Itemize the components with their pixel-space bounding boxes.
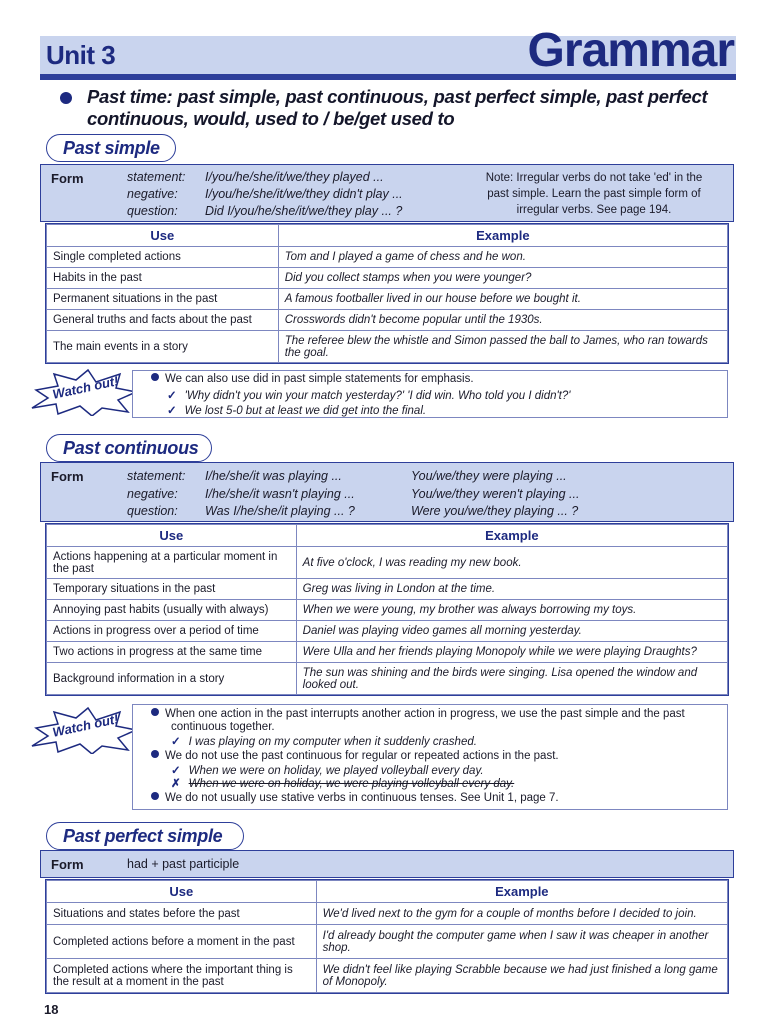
watch-note: We do not usually use stative verbs in continuous tenses. See Unit 1, page 7. [151, 792, 559, 804]
table-row: Situations and states before the past We'd lived next to the gym for a couple of months before I decided to join. [47, 903, 728, 925]
topic-heading: Past time: past simple, past continuous, past perfect simple, past perfect continuous, would, used to / be/get used to [87, 86, 708, 129]
bullet-icon [60, 92, 72, 104]
table-row: Single completed actions Tom and I played a game of chess and he won. [47, 247, 728, 268]
table-row: Actions happening at a particular moment in the past At five o'clock, I was reading my new book. [47, 547, 728, 579]
past-continuous-table [46, 524, 728, 695]
past-perfect-table [46, 880, 728, 993]
watch-example: ✓ We lost 5-0 but at least we did get into the final. [167, 405, 427, 417]
form-negative: negative: I/you/he/she/it/we/they didn't play ... [127, 187, 403, 201]
table-row: Temporary situations in the past Greg was living in London at the time. [47, 579, 728, 600]
form-statement: statement: I/you/he/she/it/we/they played ... [127, 170, 384, 184]
unit-label: Unit 3 [46, 40, 116, 70]
page-number: 18 [44, 1002, 59, 1017]
use-header: Use [47, 225, 279, 247]
table-row: General truths and facts about the past Crosswords didn't become popular until the 1930s. [47, 310, 728, 331]
table-row: Habits in the past Did you collect stamps when you were younger? [47, 268, 728, 289]
watch-wrong-example: ✗ When we were on holiday, we were playing volleyball every day. [171, 778, 515, 790]
form-negative: negative: I/he/she/it wasn't playing ... [127, 487, 355, 501]
form-statement: statement: I/he/she/it was playing ... [127, 469, 342, 483]
watch-example: ✓ I was playing on my computer when it suddenly crashed. [171, 736, 477, 748]
table-row: Completed actions where the important thing is the result at a moment in the past We didn't feel like playing Scrabble because we had just finished a long game of Monopoly. [47, 959, 728, 993]
table-row: Background information in a story The sun was shining and the birds were singing. Lisa opened the window and looked out. [47, 663, 728, 695]
watch-note: We can also use did in past simple statements for emphasis. [151, 373, 474, 385]
use-header: Use [47, 881, 317, 903]
watch-out-box-past-simple [132, 370, 728, 418]
watch-note-cont: continuous together. [171, 721, 275, 733]
watch-example: ✓ 'Why didn't you win your match yesterday?' 'I did win. Who told you I didn't?' [167, 390, 571, 402]
form-label: Form [51, 171, 84, 186]
section-title-past-continuous: Past continuous [46, 434, 212, 462]
table-row: Two actions in progress at the same time Were Ulla and her friends playing Monopoly while we were playing Draughts? [47, 642, 728, 663]
watch-note: When one action in the past interrupts another action in progress, we use the past simple and the past [151, 708, 685, 720]
form-question: question: Did I/you/he/she/it/we/they play ... ? [127, 204, 403, 218]
use-header: Use [47, 525, 297, 547]
form-label: Form [51, 857, 84, 872]
table-row: Permanent situations in the past A famous footballer lived in our house before we bought it. [47, 289, 728, 310]
example-header: Example [278, 225, 727, 247]
watch-out-box-past-continuous [132, 704, 728, 810]
form-statement-plural: You/we/they were playing ... [411, 469, 567, 483]
watch-out-label: Watch out! [51, 711, 120, 740]
watch-example: ✓ When we were on holiday, we played volleyball every day. [171, 765, 484, 777]
table-row: The main events in a story The referee blew the whistle and Simon passed the ball to James, who ran towards the goal. [47, 331, 728, 363]
form-negative-plural: You/we/they weren't playing ... [411, 487, 580, 501]
form-box-past-continuous [40, 462, 734, 522]
form-box-past-perfect [40, 850, 734, 878]
table-row: Completed actions before a moment in the past I'd already bought the computer game when I saw it was cheaper in another shop. [47, 925, 728, 959]
table-row: Annoying past habits (usually with always) When we were young, my brother was always borrowing my toys. [47, 600, 728, 621]
example-header: Example [316, 881, 727, 903]
irregular-verbs-note: Note: Irregular verbs do not take 'ed' in the past simple. Learn the past simple form of irregular verbs. See page 194. [485, 172, 703, 216]
form-question-plural: Were you/we/they playing ... ? [411, 504, 579, 518]
section-title-past-perfect: Past perfect simple [46, 822, 244, 850]
watch-out-label: Watch out! [51, 373, 120, 402]
form-box-past-simple [40, 164, 734, 222]
watch-note: We do not use the past continuous for regular or repeated actions in the past. [151, 750, 559, 762]
form-label: Form [51, 469, 84, 484]
example-header: Example [296, 525, 727, 547]
page-title: Grammar [527, 24, 734, 77]
form-structure: had + past participle [127, 857, 240, 871]
form-question: question: Was I/he/she/it playing ... ? [127, 504, 355, 518]
past-simple-table [46, 224, 728, 363]
table-row: Actions in progress over a period of time Daniel was playing video games all morning yesterday. [47, 621, 728, 642]
section-title-past-simple: Past simple [46, 134, 176, 162]
